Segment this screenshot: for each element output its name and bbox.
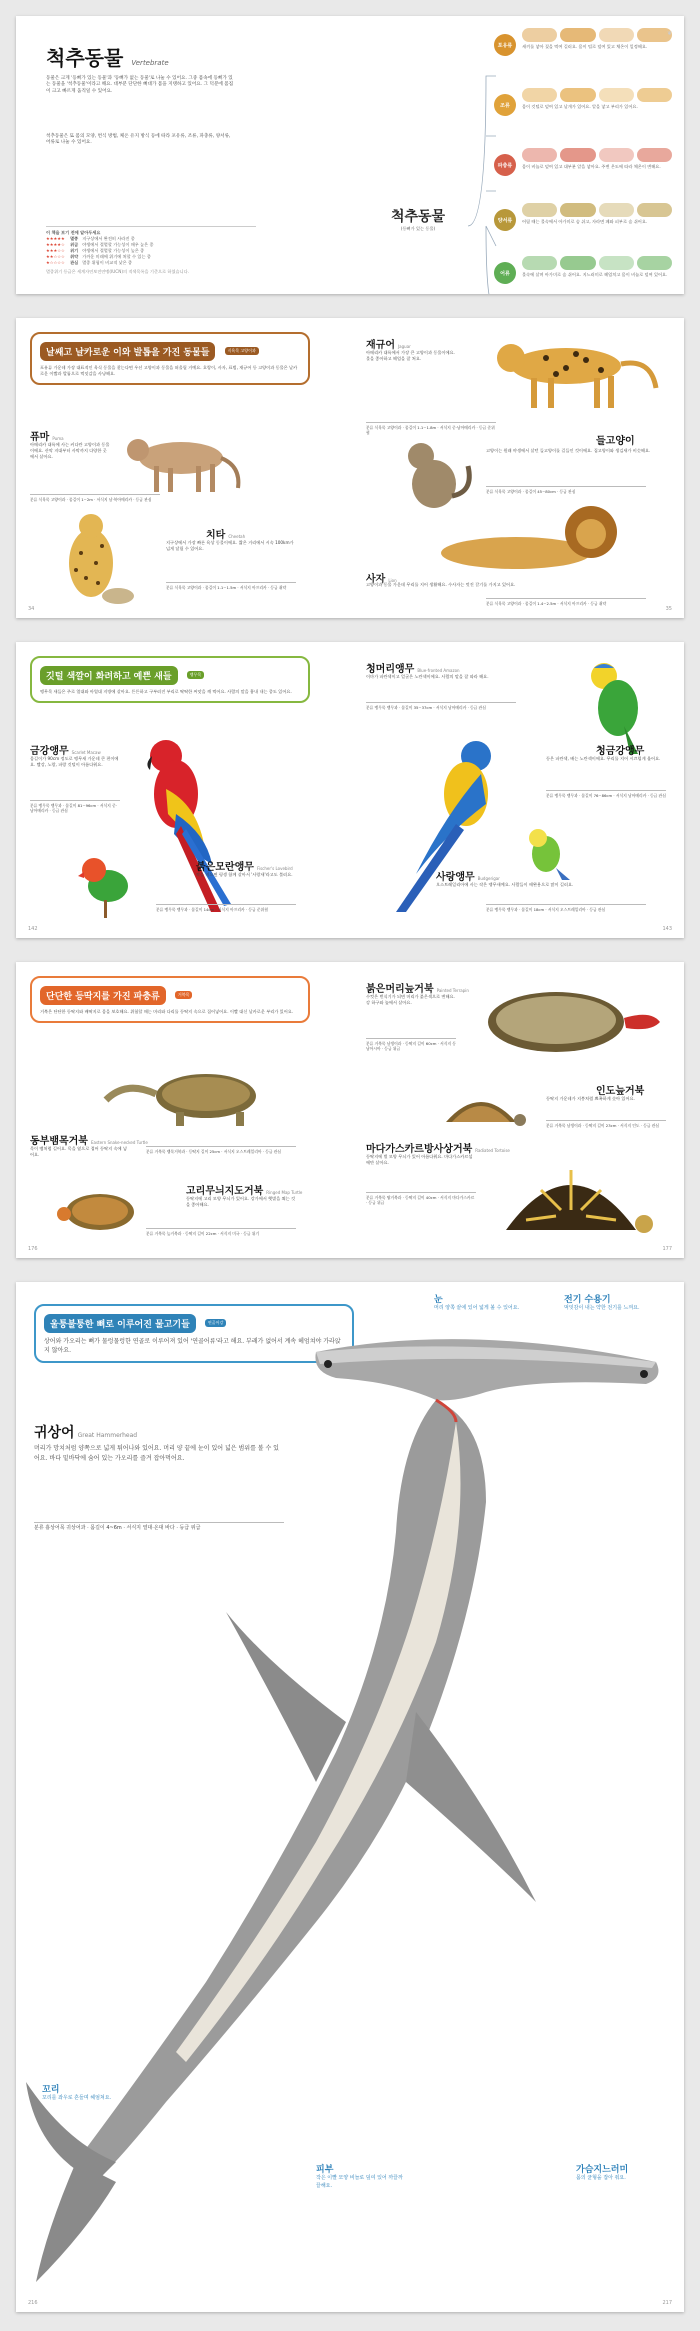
puma-illustration	[116, 426, 246, 496]
lion-illustration	[426, 498, 626, 578]
species-desc-hammerhead: 머리가 망치처럼 양쪽으로 넓게 튀어나와 있어요. 머리 양 끝에 눈이 있어 넓은 범위를 볼 수 있어요. 바다 밑바닥에 숨어 있는 가오리를 즐겨 잡아먹어요.	[34, 1445, 279, 1462]
banner-text: 거북은 단단한 등딱지와 배딱지로 몸을 보호해요. 위험할 때는 머리와 다리를 등딱지 속으로 집어넣어요. 이빨 대신 날카로운 부리가 있어요.	[40, 1009, 294, 1014]
shark-eye-right	[640, 1370, 648, 1378]
legend-stars: ★★★☆☆	[46, 248, 65, 253]
intro-text-2: 척추동물은 또 몸의 모양, 번식 방법, 체온 유지 방식 등에 따라 포유류, 조류, 파충류, 양서류, 어류로 나눌 수 있어요.	[46, 134, 231, 146]
species-desc-puma: 아메리카 대륙에 사는 커다란 고양이과 동물이에요. 산악 지대부터 사막까지 다양한 곳에서 살아요.	[30, 442, 110, 459]
page-number-left: 176	[28, 1246, 38, 1252]
budgerigar-illustration	[516, 822, 576, 882]
callout-text: 작은 이빨 모양 비늘로 덮여 있어 까끌까끌해요.	[316, 2175, 403, 2189]
callout-label: 전기 수용기	[564, 1295, 611, 1305]
painted-terrapin-illustration	[466, 982, 666, 1062]
callout-4	[576, 2162, 676, 2183]
decor-corner: ❦	[666, 30, 672, 37]
species-desc-cheetah: 지구상에서 가장 빠른 육상 동물이에요. 짧은 거리에서 시속 100km가 넘게 달릴 수 있어요.	[166, 540, 294, 551]
species-stat-hammerhead: 분류 흉상어목 귀상어과 · 몸길이 4~6m · 서식지 열대·온대 바다 · 등급 위급	[34, 1522, 284, 1532]
page-number-left: 142	[28, 926, 38, 932]
banner-text: 상어와 가오리는 뼈가 물렁물렁한 연골로 이루어져 있어 '연골어류'라고 해요. 부레가 없어서 계속 헤엄쳐야 가라앉지 않아요.	[44, 1338, 341, 1354]
species-desc-blue-fronted-amazon: 이마가 파란색이고 얼굴은 노란색이에요. 사람의 말을 잘 따라 해요.	[366, 674, 489, 679]
legend-stars: ★★★★★	[46, 236, 65, 241]
legend-text: 야생에서 절멸할 가능성이 높은 종	[82, 248, 145, 253]
page-number-right: 217	[662, 2300, 672, 2306]
page-title: 척추동물 Vertebrate	[46, 46, 169, 70]
spread-parrots	[16, 642, 684, 938]
legend-title: 이 책을 보기 전에 알아두세요	[46, 230, 101, 235]
blue-fronted-amazon-illustration	[576, 656, 656, 756]
banner-title: 단단한 등딱지를 가진 파충류	[40, 986, 166, 1005]
legend-footnote: 멸종위기 등급은 세계자연보전연맹(IUCN)의 적색목록을 기준으로 하였습니다.	[46, 269, 189, 274]
class-animal-strip	[522, 256, 672, 270]
indian-roofed-turtle-illustration	[436, 1082, 526, 1138]
class-text: 새끼를 낳아 젖을 먹여 길러요. 몸이 털로 덮여 있고 체온이 일정해요.	[522, 44, 648, 49]
species-stat-radiated-tortoise: 분류 거북목 땅거북과 · 등딱지 길이 40cm · 서식지 마다가스카르 · 등급 위급	[366, 1192, 476, 1205]
species-name-scarlet-macaw: 금강앵무 Scarlet Macaw	[30, 746, 101, 757]
species-name-blue-yellow-macaw: 청금강앵무	[596, 746, 645, 757]
spread-turtles	[16, 962, 684, 1258]
species-desc-blue-yellow-macaw: 등은 파란색, 배는 노란색이에요. 무리를 지어 시끄럽게 울어요.	[546, 756, 661, 761]
banner-tag: 연골어강	[205, 1319, 226, 1327]
species-stat-indian-roofed-turtle: 분류 거북목 남생이과 · 등딱지 길이 23cm · 서식지 인도 · 등급 관심	[546, 1120, 666, 1128]
species-name-blue-fronted-amazon: 청머리앵무 Blue-fronted Amazon	[366, 664, 460, 675]
class-row-3	[494, 203, 674, 253]
callout-label: 눈	[434, 1295, 443, 1305]
species-desc-wildcat: 고양이는 원래 야생에서 살던 들고양이를 길들인 것이에요. 집고양이와 생김새가 비슷해요.	[486, 448, 651, 453]
species-stat-scarlet-macaw: 분류 앵무목 앵무과 · 몸길이 81~96cm · 서식지 중·남아메리카 · 등급 관심	[30, 800, 120, 813]
callout-label: 가슴지느러미	[576, 2165, 629, 2175]
banner-tag: 거북목	[175, 991, 193, 999]
species-name-indian-roofed-turtle: 인도늪거북	[596, 1086, 645, 1097]
species-stat-budgerigar: 분류 앵무목 앵무과 · 몸길이 18cm · 서식지 오스트레일리아 · 등급 관심	[486, 904, 646, 912]
class-animal-strip	[522, 148, 672, 162]
class-text: 어릴 때는 물속에서 아가미로 숨 쉬고, 자라면 폐와 피부로 숨 쉬어요.	[522, 219, 648, 224]
species-stat-blue-fronted-amazon: 분류 앵무목 앵무과 · 몸길이 35~37cm · 서식지 남아메리카 · 등급 관심	[366, 702, 516, 710]
banner-text: 포유류 가운데 가장 대표적인 육식 동물을 찾는다면 우선 고양이과 동물을 떠올릴 거예요. 호랑이, 사자, 표범, 재규어 등 고양이과 동물은 날카로운 이빨과 발톱으로 먹잇감을 사냥해요.	[40, 365, 298, 376]
class-text: 몸이 깃털로 덮여 있고 날개가 있어요. 알을 낳고 부리가 있어요.	[522, 104, 638, 109]
radiated-tortoise-illustration	[486, 1150, 656, 1250]
snake-necked-turtle-illustration	[96, 1060, 296, 1130]
legend-label: 취약	[70, 254, 79, 259]
spread-vertebrate-overview	[16, 16, 684, 294]
banner-title: 울퉁불퉁한 뼈로 이루어진 물고기들	[44, 1314, 196, 1333]
species-desc-snake-necked-turtle: 목이 뱀처럼 길어요. 목을 옆으로 접어 등딱지 속에 넣어요.	[30, 1146, 127, 1157]
callout-label: 꼬리	[42, 2085, 60, 2095]
class-row-2	[494, 148, 674, 198]
banner-title: 깃털 색깔이 화려하고 예쁜 새들	[40, 666, 178, 685]
legend-box	[46, 226, 256, 275]
species-name-snake-necked-turtle: 동부뱀목거북 Eastern Snake-necked Turtle	[30, 1136, 148, 1147]
species-name-painted-terrapin: 붉은머리늪거북 Painted Terrapin	[366, 984, 469, 995]
legend-stars: ★☆☆☆☆	[46, 260, 65, 265]
banner-tag: 앵무목	[187, 671, 205, 679]
legend-row	[46, 260, 256, 266]
spread-shark	[16, 1282, 684, 2312]
species-stat-puma: 분류 식육목 고양이과 · 몸길이 1~2m · 서식지 남·북아메리카 · 등급 관심	[30, 494, 160, 502]
species-desc-scarlet-macaw: 몸길이가 90cm 정도로 앵무새 가운데 큰 편이에요. 빨강, 노랑, 파랑 깃털이 아름다워요.	[30, 756, 119, 767]
class-row-0	[494, 28, 674, 78]
legend-label: 위급	[70, 242, 79, 247]
page-number-left: 34	[28, 606, 35, 612]
species-stat-lovebird: 분류 앵무목 앵무과 · 몸길이 14cm · 서식지 아프리카 · 등급 준위협	[156, 904, 296, 912]
species-desc-lion: 고양이과 동물 가운데 무리를 지어 생활해요. 수사자는 멋진 갈기를 가지고 있어요.	[366, 582, 516, 587]
page-number-right: 35	[665, 606, 672, 612]
legend-text: 멸종 위험이 비교적 낮은 종	[82, 260, 133, 265]
callout-text: 머리 양쪽 끝에 있어 넓게 볼 수 있어요.	[434, 1305, 520, 1311]
species-name-puma: 퓨마 Puma	[30, 432, 64, 443]
species-name-map-turtle: 고리무늬지도거북 Ringed Map Turtle	[186, 1186, 303, 1197]
species-stat-cheetah: 분류 식육목 고양이과 · 몸길이 1.1~1.5m · 서식지 아프리카 · 등급 취약	[166, 582, 296, 590]
class-badge: 파충류	[494, 154, 516, 176]
shark-eye-left	[324, 1360, 332, 1368]
species-desc-indian-roofed-turtle: 등딱지 가운데가 지붕처럼 뾰족하게 솟아 있어요.	[546, 1096, 635, 1101]
callout-1	[564, 1292, 674, 1313]
species-name-lion: 사자 Lion	[366, 574, 397, 585]
jaguar-illustration	[476, 328, 666, 418]
species-desc-budgerigar: 오스트레일리아에 사는 작은 앵무새예요. 사람들이 애완용으로 많이 길러요.	[436, 882, 574, 887]
class-badge: 어류	[494, 262, 516, 284]
species-stat-blue-yellow-macaw: 분류 앵무목 앵무과 · 몸길이 76~86cm · 서식지 남아메리카 · 등급 관심	[546, 790, 666, 798]
callout-text: 꼬리를 좌우로 흔들며 헤엄쳐요.	[42, 2095, 112, 2101]
species-desc-jaguar: 아메리카 대륙에서 가장 큰 고양이과 동물이에요. 물을 좋아하고 헤엄을 잘 쳐요.	[366, 350, 455, 361]
callout-3	[316, 2162, 406, 2190]
page-number-left: 216	[28, 2300, 38, 2306]
species-stat-painted-terrapin: 분류 거북목 남생이과 · 등딱지 길이 60cm · 서식지 동남아시아 · 등급 위급	[366, 1038, 456, 1051]
species-desc-radiated-tortoise: 등딱지에 별 모양 무늬가 있어 아름다워요. 마다가스카르섬에만 살아요.	[366, 1154, 473, 1165]
topic-banner	[30, 656, 310, 703]
legend-text: 야생에서 절멸할 가능성이 매우 높은 종	[82, 242, 154, 247]
page-number-right: 177	[662, 1246, 672, 1252]
callout-0	[434, 1292, 524, 1313]
banner-text: 앵무목 새들은 주로 열대와 아열대 지방에 살아요. 튼튼하고 구부러진 부리로 딱딱한 씨앗을 깨 먹어요. 사람의 말을 흉내 내는 종도 있어요.	[40, 689, 292, 694]
species-name-cheetah: 치타 Cheetah	[206, 530, 246, 541]
intro-text: 동물은 크게 '등뼈가 있는 동물'과 '등뼈가 없는 동물'로 나눌 수 있어요. 그중 몸속에 등뼈가 있는 동물을 '척추동물'이라고 해요. 대부분 단단한 뼈대가 몸을 지탱하고 있어요. 그 덕분에 몸집이 크고 빠르게 움직일 수 있어요.	[46, 76, 234, 94]
legend-stars: ★★★★☆	[46, 242, 65, 247]
center-label: 척추동물	[390, 209, 446, 225]
class-badge: 양서류	[494, 209, 516, 231]
species-stat-lion: 분류 식육목 고양이과 · 몸길이 1.4~2.5m · 서식지 아프리카 · 등급 취약	[486, 598, 646, 606]
species-stat-jaguar: 분류 식육목 고양이과 · 몸길이 1.1~1.8m · 서식지 중·남아메리카 · 등급 준위협	[366, 422, 496, 435]
class-animal-strip	[522, 203, 672, 217]
callout-text: 먹잇감이 내는 약한 전기를 느껴요.	[564, 1305, 640, 1311]
legend-label: 관심	[70, 260, 79, 265]
legend-label: 위기	[70, 248, 79, 253]
banner-title: 날쌔고 날카로운 이와 발톱을 가진 동물들	[40, 342, 215, 361]
callout-2	[42, 2082, 142, 2103]
species-stat-snake-necked-turtle: 분류 거북목 뱀목거북과 · 등딱지 길이 25cm · 서식지 오스트레일리아 · 등급 관심	[146, 1146, 296, 1154]
legend-stars: ★★☆☆☆	[46, 254, 65, 259]
class-text: 물속에 살며 아가미로 숨 쉬어요. 지느러미로 헤엄치고 몸이 비늘로 덮여 있어요.	[522, 272, 668, 277]
cheetah-illustration	[36, 508, 146, 608]
map-turtle-illustration	[56, 1184, 146, 1240]
species-name-radiated-tortoise: 마다가스카르방사상거북 Radiated Tortoise	[366, 1144, 510, 1155]
callout-text: 몸의 균형을 잡아 줘요.	[576, 2175, 626, 2181]
center-circle	[368, 206, 468, 266]
class-animal-strip	[522, 88, 672, 102]
species-desc-map-turtle: 등딱지에 고리 모양 무늬가 있어요. 강가에서 햇볕을 쬐는 것을 좋아해요.	[186, 1196, 296, 1207]
legend-text: 가까운 미래에 위기에 처할 수 있는 종	[82, 254, 151, 259]
species-stat-wildcat: 분류 식육목 고양이과 · 몸길이 45~80cm · 등급 관심	[486, 486, 646, 494]
class-row-4	[494, 256, 674, 294]
species-desc-painted-terrapin: 수컷은 번식기가 되면 머리가 붉은색으로 변해요. 강 하구와 늪에서 살아요.	[366, 994, 455, 1005]
legend-text: 지구상에서 완전히 사라진 종	[82, 236, 135, 241]
lovebird-illustration	[76, 842, 146, 922]
callout-label: 피부	[316, 2165, 334, 2175]
legend-label: 멸종	[70, 236, 79, 241]
class-badge: 조류	[494, 94, 516, 116]
class-animal-strip	[522, 28, 672, 42]
banner-tag: 식육목 고양이과	[225, 347, 259, 355]
page-number-right: 143	[662, 926, 672, 932]
legend-rows	[46, 236, 256, 266]
topic-banner	[30, 332, 310, 385]
topic-banner	[30, 976, 310, 1023]
species-name-jaguar: 재규어 Jaguar	[366, 340, 411, 351]
class-row-1	[494, 88, 674, 138]
species-name-hammerhead: 귀상어 Great Hammerhead	[34, 1425, 138, 1441]
species-name-budgerigar: 사랑앵무 Budgerigar	[436, 872, 500, 883]
species-stat-map-turtle: 분류 거북목 늪거북과 · 등딱지 길이 22cm · 서식지 미국 · 등급 위기	[146, 1228, 296, 1236]
species-desc-lovebird: 짝을 지으면 평생 함께 살아서 '사랑새'라고도 불러요.	[196, 872, 293, 877]
spread-cats	[16, 318, 684, 618]
species-name-wildcat: 들고양이	[596, 436, 635, 447]
hammerhead-shark-illustration	[16, 1282, 684, 2312]
species-name-lovebird: 붉은모란앵무 Fischer's Lovebird	[196, 862, 293, 873]
class-badge: 포유류	[494, 34, 516, 56]
center-sublabel: (등뼈가 있는 동물)	[400, 226, 436, 231]
class-text: 몸이 비늘로 덮여 있고 대부분 알을 낳아요. 주변 온도에 따라 체온이 변해요.	[522, 164, 661, 169]
